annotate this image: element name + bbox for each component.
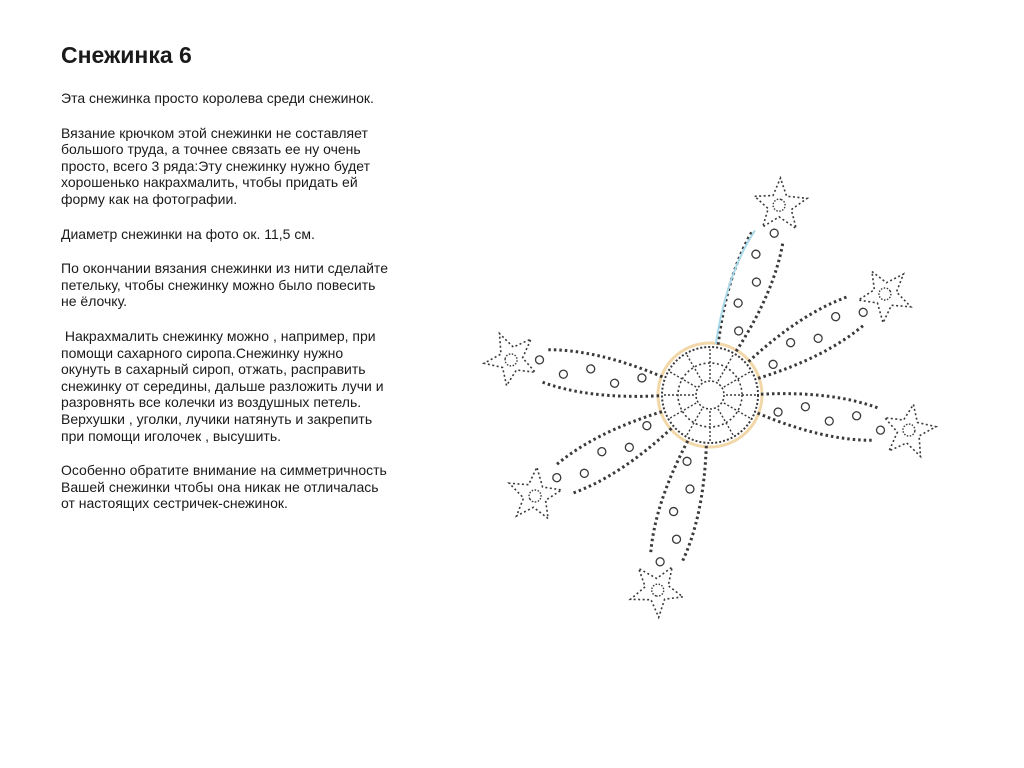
slide-title: Снежинка 6 bbox=[61, 42, 192, 68]
paragraph-crochet-method: Вязание крючком этой снежинки не составляет большого труда, а точнее связать ее ну очень просто, всего 3 ряда:Эту снежинку нужно будет хорошенько накрахмалить, чтобы придать ей форму как на фотографии. bbox=[61, 124, 371, 207]
snowflake-arm bbox=[755, 378, 939, 458]
snowflake-shape bbox=[481, 172, 939, 622]
snowflake-arm bbox=[628, 437, 722, 622]
text-column bbox=[61, 40, 391, 530]
paragraph-diameter: Диаметр снежинки на фото ок. 11,5 см. bbox=[61, 225, 315, 242]
paragraph-symmetry: Особенно обратите внимание на симметричность Вашей снежинки чтобы она никак не отличалась от настоящих сестричек-снежинок. bbox=[61, 462, 387, 512]
snowflake-diagram bbox=[410, 140, 1010, 650]
paragraph-intro: Эта снежинка просто королева среди снежинок. bbox=[61, 90, 374, 106]
snowflake-arm bbox=[703, 172, 811, 356]
snowflake-arm bbox=[481, 332, 665, 412]
paragraph-starching: Накрахмалить снежинку можно , например, при помощи сахарного сиропа.Снежинку нужно окунуть в сахарный сироп, отжать, расправить снежинку от середины, дальше разложить лучи и разровнять все колечки из воздушных петель. Верхушки , уголки, лучики натянуть и закрепить при помощи иголочек , высушить. bbox=[61, 327, 388, 444]
paragraph-loop: По окончании вязания снежинки из нити сделайте петельку, чтобы снежинку можно было повесить не ёлочку. bbox=[61, 260, 388, 310]
snowflake-arm bbox=[740, 258, 919, 390]
snowflake-arm bbox=[501, 399, 680, 531]
